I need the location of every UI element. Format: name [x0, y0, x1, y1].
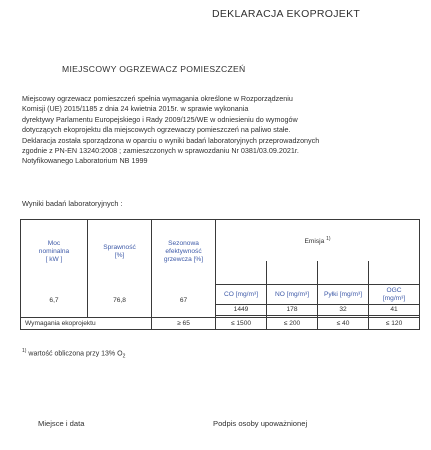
body-line: dotyczących ekoprojektu dla miejscowych ogrzewaczy pomieszczeń na paliwo stałe.	[22, 125, 291, 135]
header-emission	[216, 220, 420, 261]
header-power-line: nominalna	[38, 248, 70, 256]
req-no: ≤ 200	[267, 318, 318, 330]
value-pm: 32	[318, 305, 369, 316]
emission-spacer	[267, 261, 318, 285]
document-subtitle: MIEJSCOWY OGRZEWACZ POMIESZCZEŃ	[62, 64, 246, 74]
req-seasonal-efficiency: ≥ 65	[152, 318, 216, 330]
subheader-no: NO [mg/m³]	[267, 285, 318, 305]
lab-results-heading: Wyniki badań laboratoryjnych :	[22, 199, 123, 208]
lab-results-table	[20, 219, 420, 330]
body-line: Miejscowy ogrzewacz pomieszczeń spełnia wymagania określone w Rozporządzeniu	[22, 94, 293, 103]
footnote-mark: 1)	[22, 348, 27, 354]
header-power	[21, 220, 88, 285]
footnote-subscript: 2	[122, 353, 126, 360]
body-line: zgodnie z PN-EN 13240:2008 ; zamieszczonych w sprawozdaniu Nr 0381/03.09.2021r.	[22, 146, 299, 156]
header-seasonal-line: Sezonowa	[168, 240, 199, 248]
value-no: 178	[267, 305, 318, 316]
emission-spacer	[318, 261, 369, 285]
table-header-row	[21, 220, 420, 261]
footnote	[22, 348, 125, 360]
emission-spacer	[216, 261, 267, 285]
place-and-date-label: Miejsce i data	[38, 419, 85, 428]
value-co: 1449	[216, 305, 267, 316]
req-pm: ≤ 40	[318, 318, 369, 330]
emission-label: Emisja	[304, 237, 327, 245]
req-ogc: ≤ 120	[369, 318, 420, 330]
requirements-label: Wymagania ekoprojektu	[21, 318, 152, 330]
value-efficiency: 76,8	[88, 285, 152, 318]
body-line: Komisji (UE) 2015/1185 z dnia 24 kwietnia 2015r. w sprawie wykonania	[22, 104, 249, 114]
subheader-ogc-line: [mg/m³]	[382, 294, 406, 302]
header-efficiency	[88, 220, 152, 285]
header-efficiency-line: Sprawność	[103, 244, 136, 252]
subheader-pm: Pyłki [mg/m³]	[318, 285, 369, 305]
value-power: 6,7	[21, 285, 88, 318]
header-power-line: Moc	[47, 240, 61, 248]
body-line: Notyfikowanego Laboratorium NB 1999	[22, 156, 148, 166]
signature-label: Podpis osoby upoważnionej	[213, 419, 308, 428]
header-efficiency-line: [%]	[114, 252, 125, 260]
header-seasonal-line: efektywność	[165, 248, 202, 256]
measured-values-row	[21, 285, 420, 305]
document-title: DEKLARACJA EKOPROJEKT	[212, 8, 361, 20]
subheader-co: CO [mg/m³]	[216, 285, 267, 305]
header-seasonal-line: grzewcza [%]	[163, 256, 204, 264]
emission-note-mark: 1)	[326, 235, 331, 242]
subheader-ogc-line: OGC	[386, 286, 402, 294]
subheader-ogc	[369, 285, 420, 305]
value-seasonal-efficiency: 67	[152, 285, 216, 318]
requirements-row	[21, 318, 420, 330]
declaration-body	[22, 94, 319, 167]
body-line: Deklaracja została sporządzona w oparciu o wyniki badań laboratoryjnych przeprowadzonych	[22, 135, 320, 145]
body-line: dyrektywy Parlamentu Europejskiego i Rady 2009/125/WE w odniesieniu do wymogów	[22, 114, 298, 124]
footnote-text: wartość obliczona przy 13% O	[26, 350, 123, 358]
header-power-line: [ kW ]	[45, 256, 63, 264]
emission-spacer	[369, 261, 420, 285]
req-co: ≤ 1500	[216, 318, 267, 330]
value-ogc: 41	[369, 305, 420, 316]
header-seasonal-efficiency	[152, 220, 216, 285]
